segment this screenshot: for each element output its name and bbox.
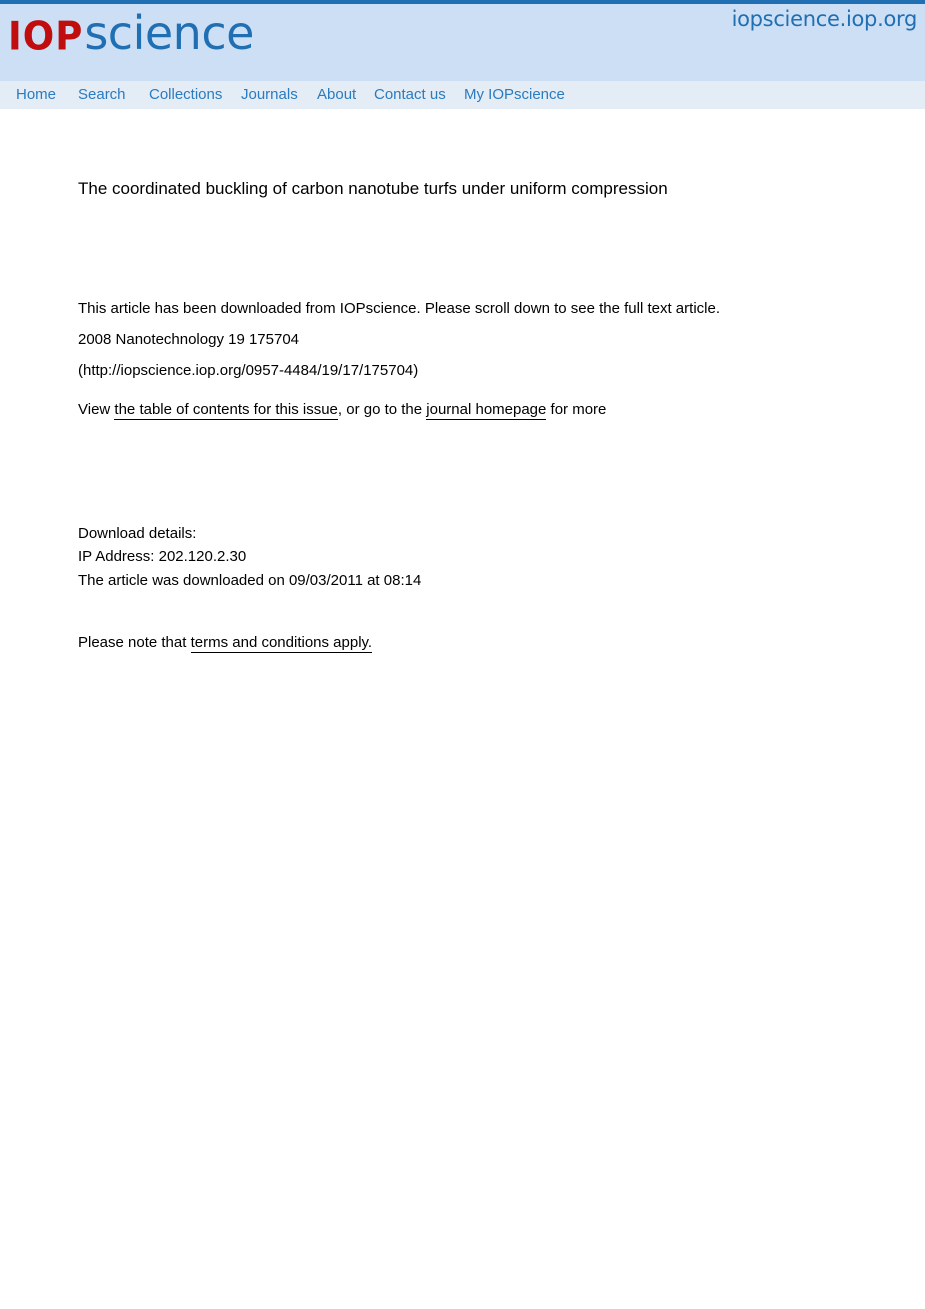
article-title: The coordinated buckling of carbon nanotube turfs under uniform compression [78, 179, 668, 198]
nav-my-iopscience[interactable]: My IOPscience [464, 86, 565, 103]
article-url: (http://iopscience.iop.org/0957-4484/19/17/175704) [78, 362, 419, 379]
logo-iop-text: IOP [8, 13, 84, 60]
main-nav [0, 81, 925, 109]
nav-home[interactable]: Home [16, 86, 57, 103]
terms-note [78, 634, 372, 651]
view-suffix: for more [546, 401, 607, 418]
site-header [0, 4, 925, 81]
view-links-line [78, 401, 606, 418]
nav-journals[interactable]: Journals [241, 86, 298, 103]
download-notice: This article has been downloaded from IOPscience. Please scroll down to see the full text article. [78, 300, 720, 317]
table-of-contents-link[interactable]: the table of contents for this issue [114, 401, 338, 418]
nav-about[interactable]: About [317, 86, 357, 103]
article-citation: 2008 Nanotechnology 19 175704 [78, 331, 300, 348]
logo-science-text: science [84, 6, 254, 60]
terms-prefix: Please note that [78, 634, 191, 651]
site-url-link[interactable]: iopscience.iop.org [731, 7, 917, 31]
iopscience-logo[interactable] [8, 6, 254, 58]
downloaded-on: The article was downloaded on 09/03/2011 at 08:14 [78, 572, 422, 589]
ip-address: IP Address: 202.120.2.30 [78, 548, 247, 565]
download-details-heading: Download details: [78, 525, 197, 542]
view-middle: , or go to the [337, 401, 427, 418]
journal-homepage-link[interactable]: journal homepage [426, 401, 547, 418]
nav-search[interactable]: Search [78, 86, 126, 103]
view-prefix: View [78, 401, 115, 418]
terms-and-conditions-link[interactable]: terms and conditions apply. [190, 634, 373, 651]
nav-contact-us[interactable]: Contact us [374, 86, 446, 103]
nav-collections[interactable]: Collections [149, 86, 223, 103]
